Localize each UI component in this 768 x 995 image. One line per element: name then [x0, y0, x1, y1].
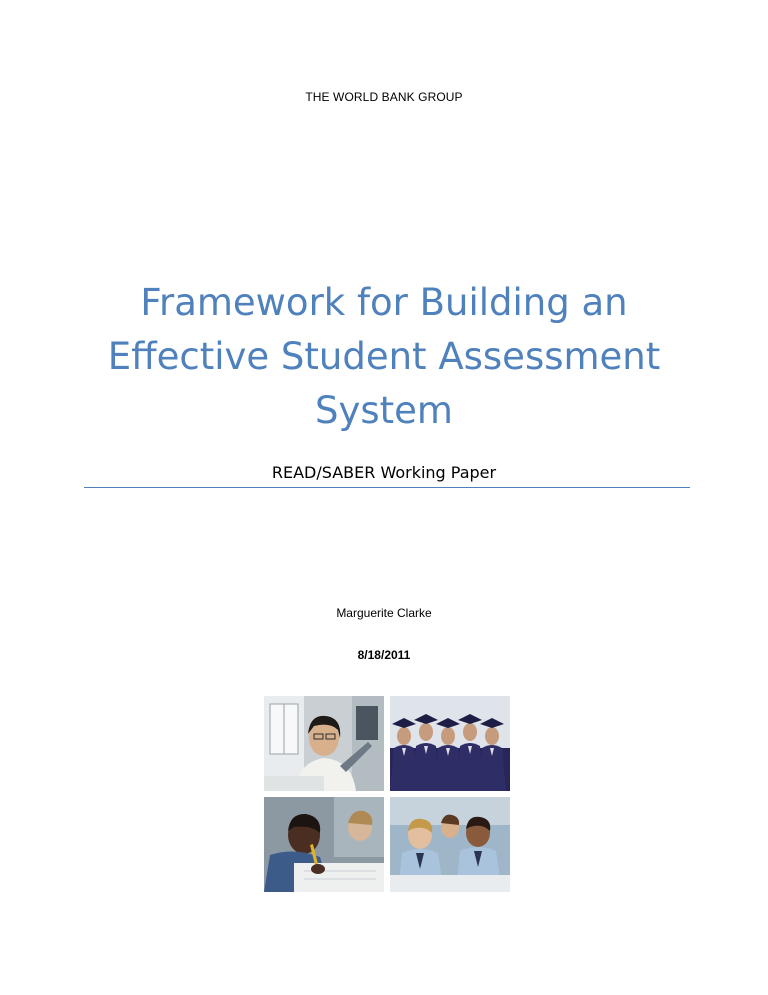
author-name: Marguerite Clarke	[336, 606, 432, 620]
title-line-2: Effective Student Assessment	[107, 335, 661, 378]
cover-photo-collage	[264, 696, 510, 892]
document-subtitle: READ/SABER Working Paper	[271, 463, 497, 482]
title-line-1: Framework for Building an	[140, 281, 628, 324]
document-date: 8/18/2011	[357, 648, 411, 662]
student-with-microscope-photo	[264, 696, 384, 791]
title-line-3: System	[315, 389, 453, 432]
students-writing-at-desks-photo	[390, 797, 510, 892]
title-divider	[84, 487, 690, 488]
graduates-in-caps-photo	[390, 696, 510, 791]
boy-writing-photo	[264, 797, 384, 892]
document-title	[84, 276, 684, 438]
organization-name: THE WORLD BANK GROUP	[305, 90, 463, 104]
